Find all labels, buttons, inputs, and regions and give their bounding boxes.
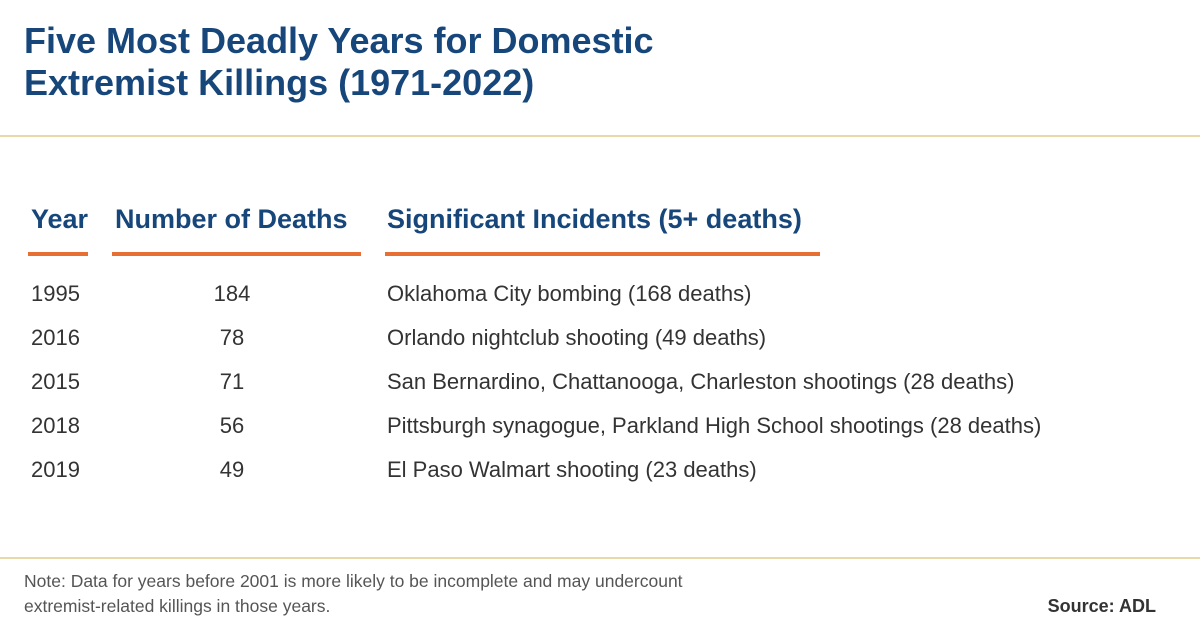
cell-year: 2019 (31, 457, 80, 482)
table-row (0, 280, 1200, 324)
cell-significant-incident: San Bernardino, Chattanooga, Charleston shootings (28 deaths) (387, 369, 1015, 394)
cell-year: 2018 (31, 413, 80, 438)
chart-title-line-1: Five Most Deadly Years for Domestic (24, 20, 654, 61)
cell-number-of-deaths: 78 (219, 325, 245, 350)
column-underline-significant-incidents (385, 252, 820, 256)
source-label: Source: ADL (1047, 596, 1156, 616)
chart-title-line-2: Extremist Killings (1971-2022) (24, 62, 535, 103)
cell-number-of-deaths: 71 (219, 369, 245, 394)
cell-significant-incident: Orlando nightclub shooting (49 deaths) (387, 325, 767, 350)
chart-title (24, 20, 924, 104)
cell-number-of-deaths: 49 (219, 457, 245, 482)
table-row (0, 412, 1200, 456)
column-underline-year (28, 252, 88, 256)
cell-significant-incident: El Paso Walmart shooting (23 deaths) (387, 457, 757, 482)
column-header-number-of-deaths: Number of Deaths (115, 204, 348, 234)
cell-year: 2016 (31, 325, 80, 350)
table-row (0, 456, 1200, 500)
cell-year: 1995 (31, 281, 80, 306)
cell-significant-incident: Pittsburgh synagogue, Parkland High School shootings (28 deaths) (387, 413, 1042, 438)
column-header-year: Year (31, 204, 89, 234)
table-row (0, 368, 1200, 412)
cell-significant-incident: Oklahoma City bombing (168 deaths) (387, 281, 752, 306)
column-header-significant-incidents: Significant Incidents (5+ deaths) (387, 204, 802, 234)
cell-number-of-deaths: 56 (219, 413, 245, 438)
footnote: Note: Data for years before 2001 is more likely to be incomplete and may undercount extremist-related killings in those years. (24, 571, 683, 616)
table-row (0, 324, 1200, 368)
cell-number-of-deaths: 184 (213, 281, 251, 306)
cell-year: 2015 (31, 369, 80, 394)
bottom-divider (0, 557, 1200, 559)
column-underline-number-of-deaths (112, 252, 361, 256)
top-divider (0, 135, 1200, 137)
